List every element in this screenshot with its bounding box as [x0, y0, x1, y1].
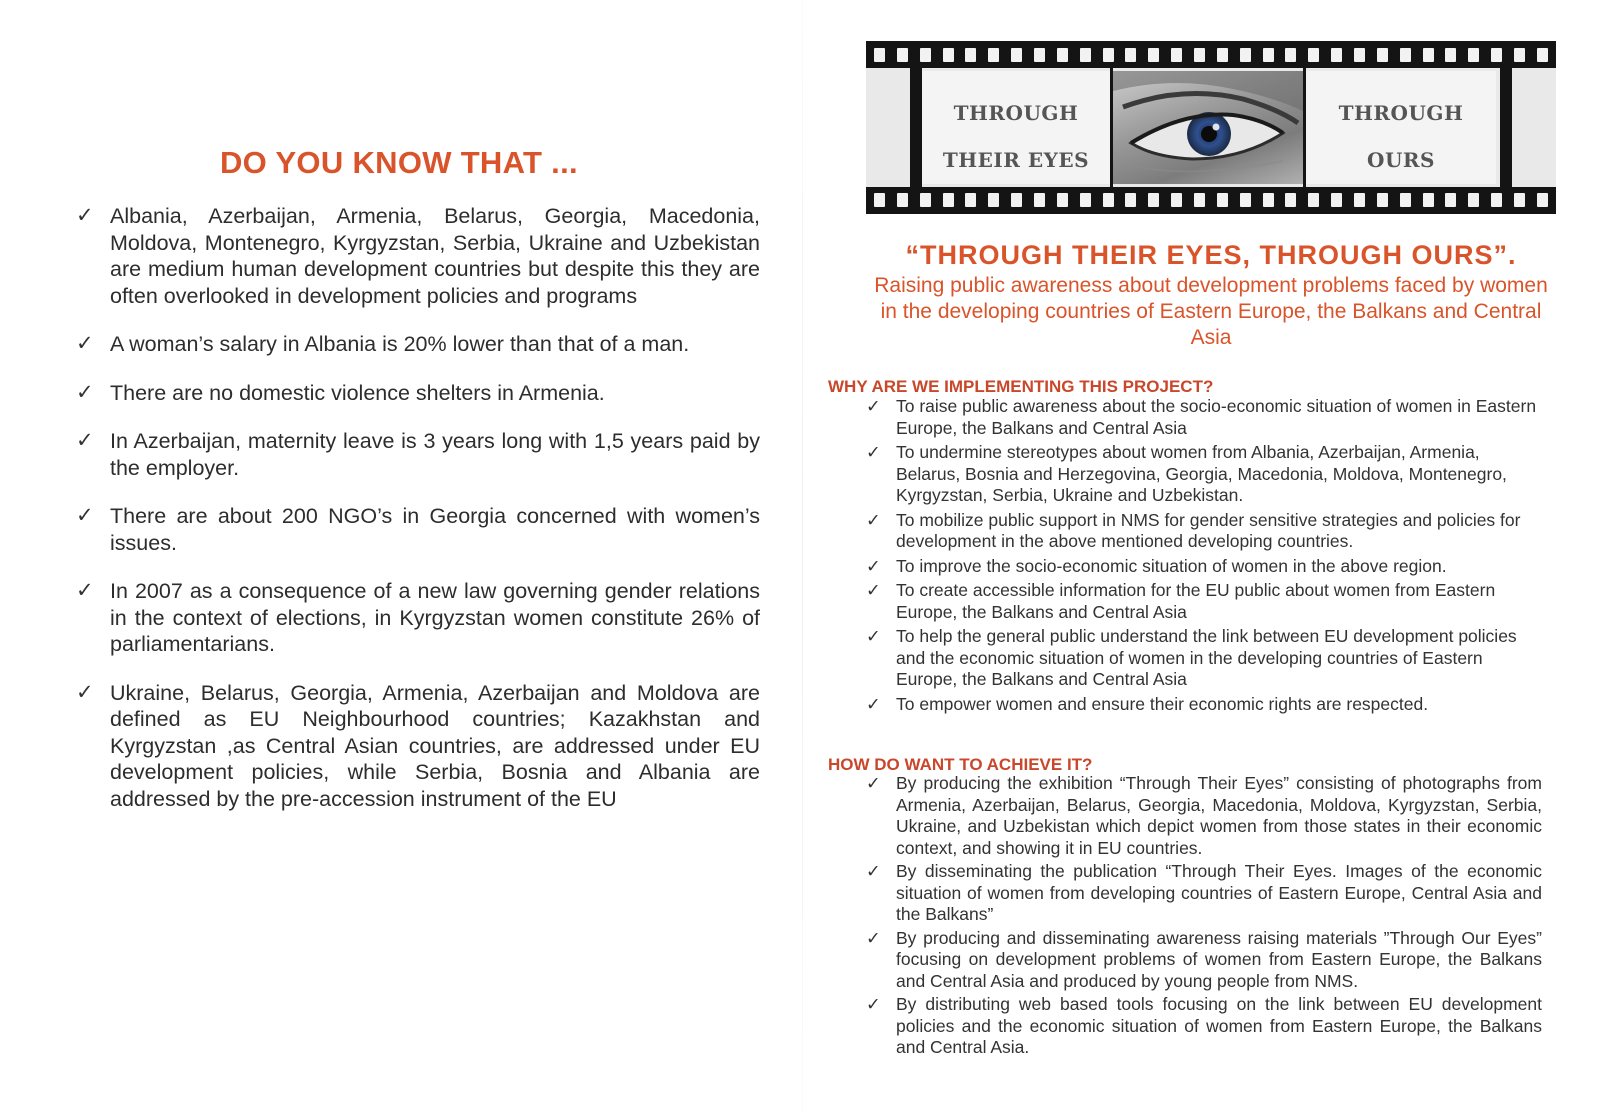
how-item-text: By producing the exhibition “Through Their Eyes” consisting of photographs from Armenia, Azerbaijan, Belarus, Georgia, Macedonia, Moldova, Kyrgyzstan, Serbia, Ukraine, and Uzbekistan which depict women from those states in their economic context, and showing it in EU countries. [896, 773, 1542, 858]
check-icon: ✓ [866, 580, 881, 600]
how-heading: HOW DO WANT TO ACHIEVE IT? [828, 755, 1093, 774]
fact-item [70, 428, 760, 481]
why-item [862, 626, 1542, 691]
left-heading: DO YOU KNOW THAT ... [220, 145, 578, 180]
why-item-text: To mobilize public support in NMS for gender sensitive strategies and policies for development in the above mentioned developing countries. [896, 509, 1521, 551]
film-strip-banner [866, 41, 1556, 214]
fact-item [70, 680, 760, 813]
why-item-text: To help the general public understand the link between EU development policies and the economic situation of women in the developing countries of Eastern Europe, the Balkans and Central Asia [896, 626, 1517, 689]
why-item [862, 580, 1542, 623]
check-icon: ✓ [76, 429, 94, 452]
why-item-text: To create accessible information for the EU public about women from Eastern Europe, the Balkans and Central Asia [896, 580, 1496, 622]
how-item-text: By distributing web based tools focusing on the link between EU development policies and the economic situation of women from Eastern Europe, the Balkans and Central Asia. [896, 994, 1542, 1057]
how-item [862, 773, 1542, 859]
check-icon: ✓ [76, 579, 94, 602]
frame1-line1: THROUGH [953, 101, 1079, 125]
frame3-line2: OURS [1367, 148, 1435, 172]
how-item [862, 861, 1542, 926]
check-icon: ✓ [866, 994, 881, 1014]
frame3-line1: THROUGH [1338, 101, 1464, 125]
fact-text: In Azerbaijan, maternity leave is 3 years long with 1,5 years paid by the employer. [110, 429, 760, 480]
check-icon: ✓ [866, 861, 881, 881]
why-item-text: To improve the socio-economic situation of women in the above region. [896, 555, 1447, 576]
check-icon: ✓ [866, 555, 881, 576]
how-list [862, 773, 1542, 1061]
why-item [862, 442, 1542, 507]
fact-item [70, 203, 760, 309]
why-heading: WHY ARE WE IMPLEMENTING THIS PROJECT? [828, 377, 1214, 396]
why-item [862, 694, 1542, 716]
fact-item [70, 503, 760, 556]
why-item-text: To raise public awareness about the socio-economic situation of women in Eastern Europe, the Balkans and Central Asia [896, 396, 1537, 438]
why-item-text: To empower women and ensure their economic rights are respected. [896, 693, 1429, 714]
fact-item [70, 380, 760, 407]
check-icon: ✓ [866, 626, 881, 646]
check-icon: ✓ [866, 693, 881, 714]
check-icon: ✓ [866, 509, 881, 530]
how-item [862, 928, 1542, 993]
frame1-line2: THEIR EYES [942, 148, 1090, 172]
film-perforations-bottom [874, 193, 1548, 207]
why-item [862, 396, 1542, 439]
frame-through-ours [1306, 71, 1496, 184]
check-icon: ✓ [866, 396, 881, 416]
fact-text: Ukraine, Belarus, Georgia, Armenia, Azerbaijan and Moldova are defined as EU Neighbourhood countries; Kazakhstan and Kyrgyzstan ,as Central Asian countries, are addressed under EU development policies, while Serbia, Bosnia and Albania are addressed by the pre-accession instrument of the EU [110, 680, 760, 811]
left-panel [70, 145, 760, 834]
why-item [862, 510, 1542, 553]
check-icon: ✓ [866, 927, 881, 948]
film-frames [866, 68, 1556, 187]
page-fold [802, 0, 803, 1113]
check-icon: ✓ [76, 380, 94, 404]
fact-item [70, 331, 760, 358]
check-icon: ✓ [76, 680, 94, 704]
eye-icon [1113, 71, 1303, 184]
check-icon: ✓ [866, 442, 881, 462]
how-item-text: By producing and disseminating awareness raising materials ”Through Our Eyes” focusing on development problems of women from Eastern Europe, the Balkans and Central Asia and produced by young people from NMS. [896, 927, 1542, 991]
project-title: “THROUGH THEIR EYES, THROUGH OURS”. [905, 240, 1517, 270]
fact-item [70, 578, 760, 658]
how-item-text: By disseminating the publication “Through Their Eyes. Images of the economic situation of women from developing countries of Eastern Europe, Central Asia and the Balkans” [896, 861, 1542, 924]
eye-photo [1113, 71, 1303, 184]
check-icon: ✓ [76, 332, 94, 355]
how-item [862, 994, 1542, 1059]
fact-text: Albania, Azerbaijan, Armenia, Belarus, Georgia, Macedonia, Moldova, Montenegro, Kyrgyzstan, Serbia, Ukraine and Uzbekistan are medium human development countries but despite this they are often overlooked in development policies and programs [110, 204, 760, 308]
fact-text: There are about 200 NGO’s in Georgia concerned with women’s issues. [110, 504, 760, 555]
why-item-text: To undermine stereotypes about women from Albania, Azerbaijan, Armenia, Belarus, Bosnia and Herzegovina, Georgia, Macedonia, Moldova, Montenegro, Kyrgyzstan, Serbia, Ukraine and Uzbekistan. [896, 442, 1507, 505]
fact-text: A woman’s salary in Albania is 20% lower than that of a man. [110, 332, 690, 356]
fact-text: There are no domestic violence shelters in Armenia. [110, 380, 605, 405]
check-icon: ✓ [76, 504, 94, 527]
check-icon: ✓ [76, 204, 94, 227]
check-icon: ✓ [866, 773, 881, 793]
film-perforations-top [874, 48, 1548, 62]
why-item [862, 556, 1542, 578]
fact-text: In 2007 as a consequence of a new law governing gender relations in the context of elections, in Kyrgyzstan women constitute 26% of parliamentarians. [110, 579, 760, 656]
why-list [862, 396, 1542, 718]
frame-through-their-eyes [922, 71, 1110, 184]
facts-list [70, 203, 760, 812]
project-subtitle: Raising public awareness about development problems faced by women in the developing countries of Eastern Europe, the Balkans and Central Asia [874, 274, 1548, 349]
